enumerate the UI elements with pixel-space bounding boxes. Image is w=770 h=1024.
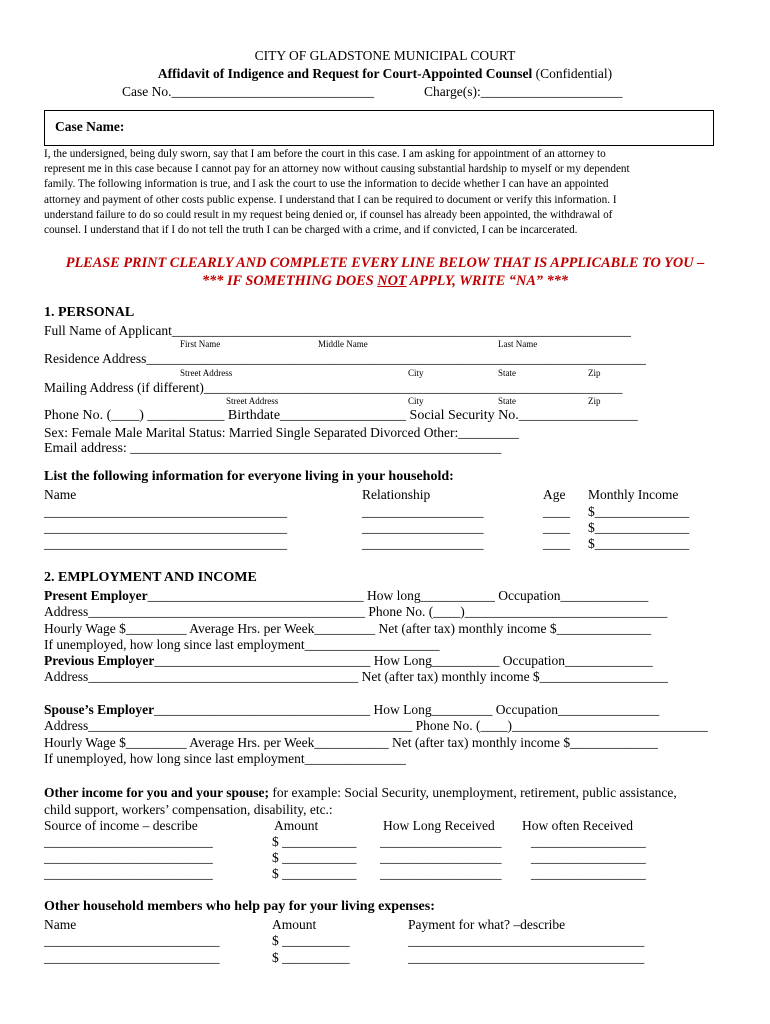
other-member-name-input[interactable]: __________________________ (44, 950, 220, 965)
other-income-howoften-input[interactable]: _________________ (531, 834, 646, 849)
household-income-input[interactable]: $______________ (588, 520, 690, 535)
sex-marital-status-field[interactable]: Sex: Female Male Marital Status: Married Single Separated Divorced Other:_________ (44, 425, 520, 440)
other-income-howlong-input[interactable]: __________________ (380, 866, 502, 881)
email-field[interactable]: Email address: _____________________________________________________ (44, 441, 502, 456)
spouse-wage-field[interactable]: Hourly Wage $_________ Average Hrs. per Week___________ Net (after tax) monthly income $_____________ (44, 735, 658, 750)
other-income-howlong-input[interactable]: __________________ (380, 834, 502, 849)
household-name-input[interactable]: ____________________________________ (44, 536, 287, 551)
household-heading: List the following information for everyone living in your household: (44, 469, 454, 484)
household-relationship-input[interactable]: __________________ (362, 536, 484, 551)
household-relationship-input[interactable]: __________________ (362, 504, 484, 519)
unemployed-duration-field[interactable]: If unemployed, how long since last employment____________________ (44, 637, 440, 652)
other-income-source-input[interactable]: _________________________ (44, 850, 213, 865)
other-income-source-input[interactable]: _________________________ (44, 866, 213, 881)
household-name-input[interactable]: ____________________________________ (44, 504, 287, 519)
household-col-relationship: Relationship (362, 487, 431, 502)
spouse-employer-address-field[interactable]: Address________________________________________________ Phone No. (____)_____________________________ (44, 718, 708, 733)
state-caption: State (498, 368, 516, 378)
household-col-age: Age (543, 487, 566, 502)
instructions-line2-pre: *** IF SOMETHING DOES (201, 273, 378, 289)
other-member-amount-input[interactable]: $ __________ (272, 933, 350, 948)
other-member-payment-input[interactable]: ___________________________________ (408, 933, 645, 948)
household-col-name: Name (44, 487, 77, 502)
previous-employer-field[interactable] (44, 653, 653, 669)
court-name: CITY OF GLADSTONE MUNICIPAL COURT (254, 48, 516, 63)
mailing-address-field[interactable]: Mailing Address (if different)______________________________________________________________ (44, 380, 623, 395)
zip-caption: Zip (588, 368, 601, 378)
household-relationship-input[interactable]: __________________ (362, 520, 484, 535)
street-caption: Street Address (226, 396, 279, 406)
household-name-input[interactable]: ____________________________________ (44, 520, 287, 535)
present-employer-field[interactable] (44, 588, 648, 604)
instructions-line2-post: APPLY, WRITE “NA” *** (406, 273, 569, 289)
other-income-amount-input[interactable]: $ ___________ (272, 834, 357, 849)
other-income-source-input[interactable]: _________________________ (44, 834, 213, 849)
case-name-box[interactable] (44, 110, 714, 146)
present-employer-blanks[interactable]: ________________________________ How long___________ Occupation_____________ (147, 588, 649, 603)
spouse-employer-blanks[interactable]: ________________________________ How Long_________ Occupation_______________ (154, 702, 660, 717)
employment-heading: 2. EMPLOYMENT AND INCOME (44, 570, 257, 585)
other-income-col-howlong: How Long Received (383, 818, 495, 833)
spouse-employer-field[interactable] (44, 702, 659, 718)
form-title (0, 66, 770, 82)
other-members-col-payment: Payment for what? –describe (408, 917, 566, 932)
case-number-field[interactable]: Case No.______________________________ (122, 84, 374, 99)
intro-line: represent me in this case because I cannot pay for an attorney now without causing substantial hardship to myself or my dependent (44, 163, 630, 176)
intro-line: understand failure to do so could result in my request being denied or, if counsel has already been appointed, the withdrawal of (44, 208, 613, 221)
other-member-payment-input[interactable]: ___________________________________ (408, 950, 645, 965)
instructions-line2 (0, 273, 770, 290)
other-income-howoften-input[interactable]: _________________ (531, 866, 646, 881)
other-members-col-name: Name (44, 917, 77, 932)
zip-caption: Zip (588, 396, 601, 406)
spouse-employer-label: Spouse’s Employer (44, 702, 155, 717)
household-age-input[interactable]: ____ (543, 504, 570, 519)
previous-employer-blanks[interactable]: ________________________________ How Long__________ Occupation_____________ (154, 653, 653, 668)
other-income-label (44, 785, 677, 801)
personal-heading: 1. PERSONAL (44, 305, 135, 320)
present-employer-address-field[interactable]: Address_________________________________________ Phone No. (____)______________________________ (44, 604, 668, 619)
other-member-amount-input[interactable]: $ __________ (272, 950, 350, 965)
spouse-unemployed-duration-field[interactable]: If unemployed, how long since last employment_______________ (44, 751, 406, 766)
full-name-field[interactable]: Full Name of Applicant____________________________________________________________________ (44, 323, 631, 338)
household-age-input[interactable]: ____ (543, 536, 570, 551)
other-members-heading: Other household members who help pay for your living expenses: (44, 899, 435, 914)
city-caption: City (408, 396, 424, 406)
intro-paragraph (44, 147, 714, 238)
other-members-col-amount: Amount (272, 917, 317, 932)
first-name-caption: First Name (180, 339, 221, 349)
other-income-col-howoften: How often Received (522, 818, 633, 833)
form-title-suffix: (Confidential) (532, 66, 613, 81)
other-income-col-source: Source of income – describe (44, 818, 198, 833)
other-income-amount-input[interactable]: $ ___________ (272, 866, 357, 881)
charges-field[interactable]: Charge(s):_____________________ (424, 84, 623, 99)
form-title-bold: Affidavit of Indigence and Request for Court-Appointed Counsel (157, 66, 533, 81)
phone-birthdate-ssn-field[interactable]: Phone No. (____) ___________ Birthdate__________________ Social Security No._________________ (44, 408, 638, 423)
previous-employer-label: Previous Employer (44, 653, 155, 668)
residence-address-field[interactable]: Residence Address__________________________________________________________________________ (44, 351, 646, 366)
street-caption: Street Address (180, 368, 233, 378)
intro-line: I, the undersigned, being duly sworn, say that I am before the court in this case. I am asking for appointment of an attorney to (44, 148, 606, 160)
state-caption: State (498, 396, 516, 406)
city-caption: City (408, 368, 424, 378)
other-income-howoften-input[interactable]: _________________ (531, 850, 646, 865)
case-name-label: Case Name: (55, 119, 125, 134)
instructions-line1: PLEASE PRINT CLEARLY AND COMPLETE EVERY LINE BELOW THAT IS APPLICABLE TO YOU – (65, 255, 705, 271)
other-income-col-amount: Amount (274, 818, 319, 833)
intro-line: family. The following information is true, and I ask the court to use the information to decide whether I can have an appointed (44, 178, 609, 191)
other-income-howlong-input[interactable]: __________________ (380, 850, 502, 865)
intro-line: counsel. I understand that if I do not tell the truth I can be charged with a crime, and if convicted, I can be incarcerated. (44, 224, 578, 237)
household-income-input[interactable]: $______________ (588, 536, 690, 551)
household-income-input[interactable]: $______________ (588, 504, 690, 519)
other-member-name-input[interactable]: __________________________ (44, 933, 220, 948)
last-name-caption: Last Name (498, 339, 538, 349)
instructions-not: NOT (377, 273, 407, 289)
other-income-label-bold: Other income for you and your spouse; (44, 785, 270, 800)
household-age-input[interactable]: ____ (543, 520, 570, 535)
other-income-amount-input[interactable]: $ ___________ (272, 850, 357, 865)
household-col-income: Monthly Income (588, 487, 679, 502)
other-income-label-rest: for example: Social Security, unemployment, retirement, public assistance, (269, 785, 677, 800)
previous-employer-address-field[interactable]: Address________________________________________ Net (after tax) monthly income $___________________ (44, 669, 668, 684)
present-wage-field[interactable]: Hourly Wage $_________ Average Hrs. per Week_________ Net (after tax) monthly income $______________ (44, 621, 652, 636)
present-employer-label: Present Employer (44, 588, 148, 603)
intro-line: attorney and payment of other costs public expense. I understand that I can be required to document or verify this information. I (44, 193, 617, 206)
other-income-examples: child support, workers’ compensation, disability, etc.: (44, 802, 333, 817)
middle-name-caption: Middle Name (318, 339, 368, 349)
